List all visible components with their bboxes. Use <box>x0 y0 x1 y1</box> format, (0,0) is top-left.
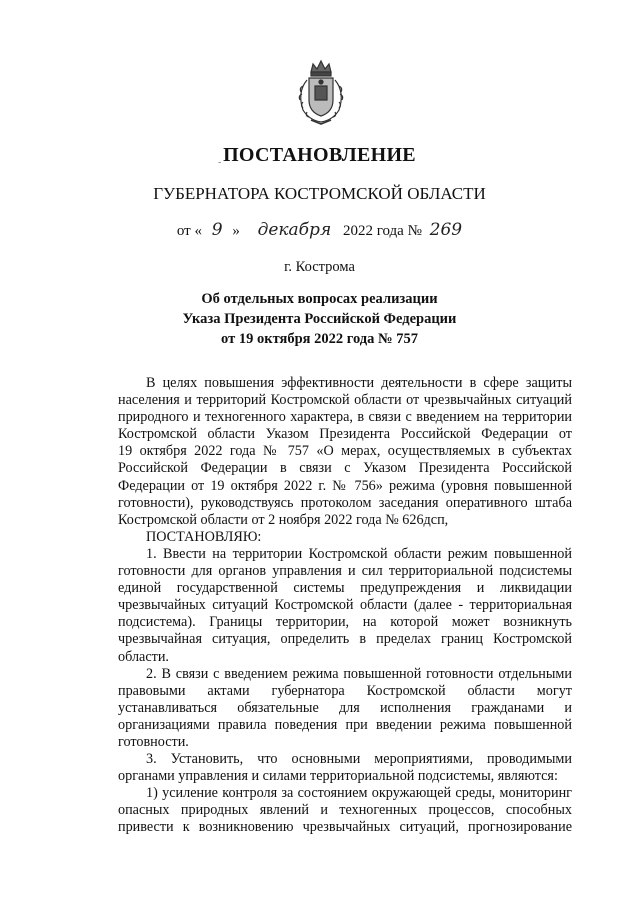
text-line: устанавливаться обязательные для исполнения гражданами и <box>118 699 572 716</box>
text-line: В целях повышения эффективности деятельности в сфере защиты <box>146 375 572 391</box>
date-day-handwritten: 9 <box>211 220 223 240</box>
document-title: ПОСТАНОВЛЕНИЕ <box>223 144 416 166</box>
text-line: чрезвычайных ситуаций Костромской области (далее - территориальная <box>118 597 572 614</box>
date-prefix: от « <box>176 223 202 239</box>
date-mid: » <box>232 223 240 239</box>
text-line: опасных природных явлений и техногенных процессов, способных <box>118 802 572 819</box>
text-line: подсистема). Границы территории, на которой может возникнуть <box>118 614 572 631</box>
subject-line: Об отдельных вопросах реализации <box>201 291 438 307</box>
document-body <box>118 375 572 837</box>
item-3-1-paragraph <box>118 785 572 836</box>
text-line: Российской Федерации в связи с Указом Президента Российской <box>118 460 572 477</box>
decree-word: ПОСТАНОВЛЯЮ: <box>146 528 262 545</box>
text-line: 2. В связи с введением режима повышенной готовности отдельными <box>146 665 572 682</box>
city-line: г. Кострома <box>284 259 355 275</box>
item-1-paragraph <box>118 546 572 666</box>
text-line: чрезвычайная ситуация, определить в пределах границ Костромской <box>118 631 572 648</box>
text-line: населения и территорий Костромской области от чрезвычайных ситуаций <box>118 392 572 409</box>
subject-line: Указа Президента Российской Федерации <box>182 311 457 327</box>
text-line: природного и техногенного характера, в связи с введением на территории <box>118 409 572 426</box>
text-line: привести к возникновению чрезвычайных ситуаций, прогнозирование <box>118 819 572 836</box>
text-line: Федерации от 19 октября 2022 г. № 756» режима (уровня повышенной <box>118 477 572 494</box>
text-line: готовности. <box>118 733 189 750</box>
intro-paragraph <box>118 375 572 529</box>
text-line: органами управления и силами территориальной подсистемы, являются: <box>118 768 558 785</box>
text-line: 1. Ввести на территории Костромской области режим повышенной <box>146 545 572 562</box>
text-line: организациями правила поведения при введении режима повышенной <box>118 716 572 733</box>
text-line: области. <box>118 648 169 665</box>
text-line: готовности), руководствуясь протоколом заседания оперативного штаба <box>118 494 572 511</box>
text-line: Костромской области Указом Президента Российской Федерации от <box>118 426 572 443</box>
issuer-line: ГУБЕРНАТОРА КОСТРОМСКОЙ ОБЛАСТИ <box>153 184 486 203</box>
text-line: 3. Установить, что основными мероприятиями, проводимыми <box>146 751 572 768</box>
scan-mark: - <box>218 157 222 168</box>
text-line: правовыми актами губернатора Костромской области могут <box>118 682 572 699</box>
item-2-paragraph <box>118 666 572 751</box>
text-line: Костромской области от 2 ноября 2022 года № 626дсп, <box>118 511 449 528</box>
text-line: 19 октября 2022 года № 757 «О мерах, осуществляемых в субъектах <box>118 443 572 460</box>
coat-of-arms-emblem <box>293 58 349 128</box>
date-line <box>0 220 639 240</box>
text-line: 1) усиление контроля за состоянием окружающей среды, мониторинг <box>146 785 572 802</box>
item-3-paragraph <box>118 751 572 785</box>
date-month-handwritten: декабря <box>257 220 332 240</box>
subject-line: от 19 октября 2022 года № 757 <box>221 331 418 347</box>
text-line: единой государственной системы предупреждения и ликвидации <box>118 580 572 597</box>
document-number-handwritten: 269 <box>429 220 463 240</box>
text-line: готовности для органов управления и сил территориальной подсистемы <box>118 563 572 580</box>
document-subject <box>0 289 639 349</box>
date-year: 2022 года № <box>342 223 422 239</box>
